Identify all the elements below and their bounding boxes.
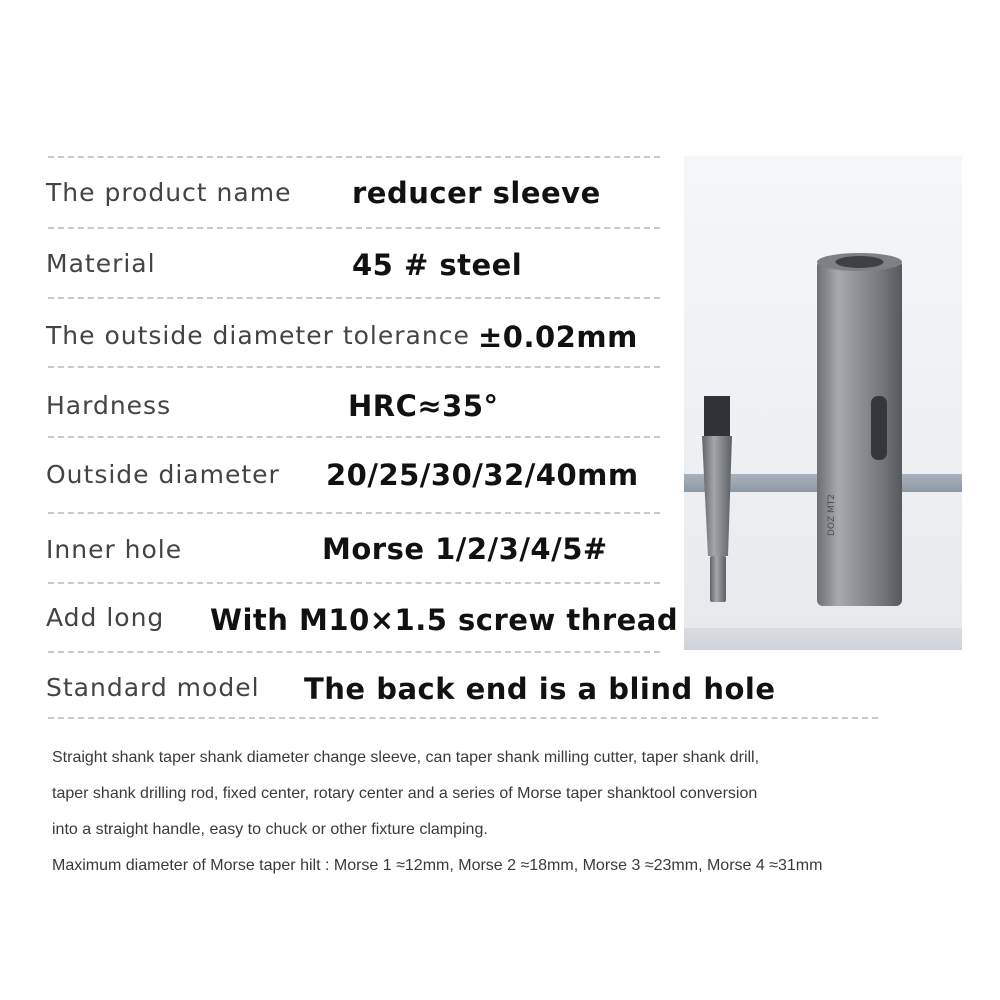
- row-divider: [48, 582, 660, 584]
- spec-value-outside-diameter: 20/25/30/32/40mm: [326, 458, 639, 492]
- sleeve-marking: DOZ MT2: [827, 493, 837, 536]
- row-divider: [48, 717, 878, 719]
- spec-value-inner-hole: Morse 1/2/3/4/5#: [322, 532, 608, 566]
- spec-value-material: 45 # steel: [352, 248, 523, 282]
- reducer-sleeve-illustration: [684, 156, 962, 650]
- spec-label-add-long: Add long: [46, 603, 165, 632]
- spec-label-tolerance: The outside diameter tolerance: [46, 321, 470, 350]
- spec-label-outside-diameter: Outside diameter: [46, 460, 280, 489]
- spec-value-hardness: HRC≈35°: [348, 389, 499, 423]
- spec-label-material: Material: [46, 249, 156, 278]
- description-line: Maximum diameter of Morse taper hilt : Morse 1 ≈12mm, Morse 2 ≈18mm, Morse 3 ≈23mm, Morse 4 ≈31mm: [52, 857, 823, 874]
- row-divider: [48, 366, 660, 368]
- product-description: [52, 744, 982, 888]
- spec-label-inner-hole: Inner hole: [46, 535, 183, 564]
- spec-label-standard-model: Standard model: [46, 673, 260, 702]
- spec-value-standard-model: The back end is a blind hole: [304, 672, 776, 706]
- large-sleeve: [817, 253, 902, 606]
- taper-shank: [702, 396, 732, 602]
- description-line: taper shank drilling rod, fixed center, rotary center and a series of Morse taper shanktool conversion: [52, 785, 758, 802]
- spec-value-add-long: With M10×1.5 screw thread: [210, 603, 679, 637]
- description-line: Straight shank taper shank diameter change sleeve, can taper shank milling cutter, taper shank drill,: [52, 749, 760, 766]
- row-divider: [48, 651, 660, 653]
- row-divider: [48, 156, 660, 158]
- spec-label-hardness: Hardness: [46, 391, 172, 420]
- row-divider: [48, 436, 660, 438]
- spec-value-product-name: reducer sleeve: [352, 176, 601, 210]
- row-divider: [48, 227, 660, 229]
- row-divider: [48, 512, 660, 514]
- spec-label-product-name: The product name: [46, 178, 292, 207]
- product-photo: [684, 156, 962, 650]
- description-line: into a straight handle, easy to chuck or other fixture clamping.: [52, 821, 488, 838]
- spec-value-tolerance: ±0.02mm: [478, 320, 638, 354]
- row-divider: [48, 297, 660, 299]
